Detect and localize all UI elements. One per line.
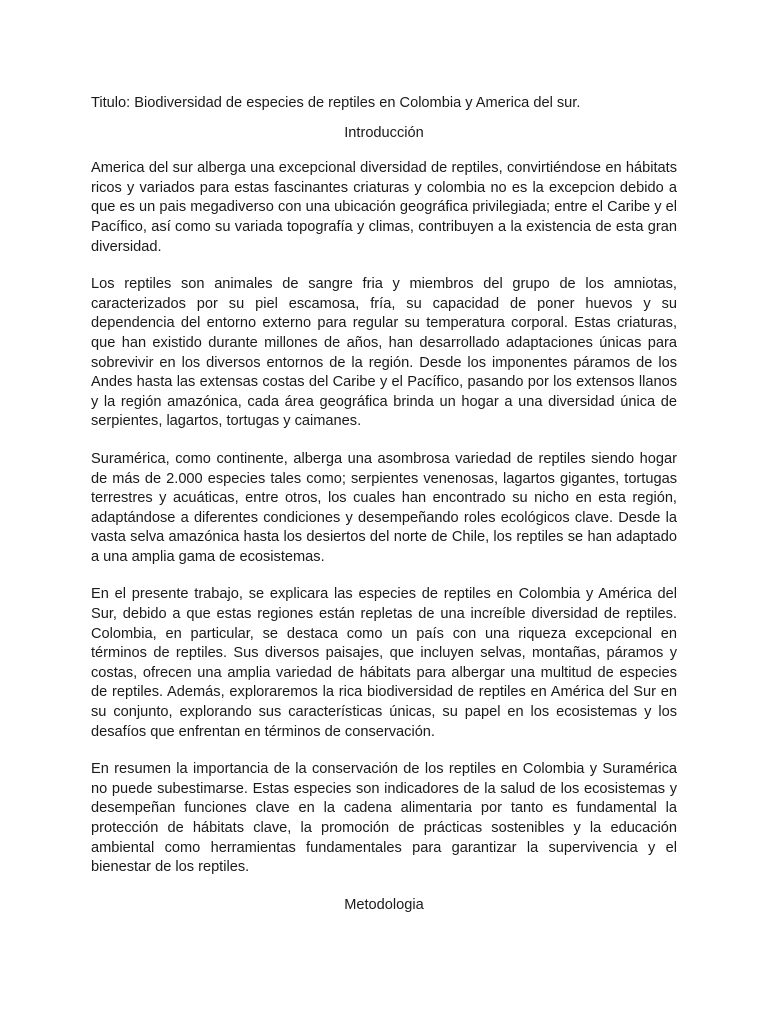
heading-introduccion: Introducción bbox=[344, 124, 424, 141]
heading-metodologia: Metodologia bbox=[344, 896, 424, 913]
paragraph-5: En resumen la importancia de la conservación de los reptiles en Colombia y Suramérica no puede subestimarse. Estas especies son indicadores de la salud de los ecosistemas y desempeñan funciones clave en la cadena alimentaria por tanto es fundamental la protección de hábitats clave, la promoción de prácticas sostenibles y la educación ambiental como herramientas fundamentales para garantizar la supervivencia y el bienestar de los reptiles. bbox=[91, 761, 677, 876]
paragraph-4: En el presente trabajo, se explicara las especies de reptiles en Colombia y América del Sur, debido a que estas regiones están repletas de una increíble diversidad de reptiles. Colombia, en particular, se destaca como un país con una riqueza excepcional en términos de reptiles. Sus diversos paisajes, que incluyen selvas, montañas, páramos y costas, ofrecen una amplia variedad de hábitats para albergar una multitud de especies de reptiles. Además, exploraremos la rica biodiversidad de reptiles en América del Sur en su conjunto, explorando sus características únicas, su papel en los ecosistemas y los desafíos que enfrentan en términos de conservación. bbox=[91, 586, 677, 740]
paragraph-3: Suramérica, como continente, alberga una asombrosa variedad de reptiles siendo hogar de más de 2.000 especies tales como; serpientes venenosas, lagartos gigantes, tortugas terrestres y acuáticas, entre otros, los cuales han encontrado su nicho en esta región, adaptándose a diferentes condiciones y desempeñando roles ecológicos clave. Desde la vasta selva amazónica hasta los desiertos del norte de Chile, los reptiles se han adaptado a una amplia gama de ecosistemas. bbox=[91, 450, 677, 565]
document-title-line: Titulo: Biodiversidad de especies de reptiles en Colombia y America del sur. bbox=[91, 95, 581, 111]
paragraph-1: America del sur alberga una excepcional diversidad de reptiles, convirtiéndose en hábitats ricos y variados para estas fascinantes criaturas y colombia no es la excepcion debido a que es un pais megadiverso con una ubicación geográfica privilegiada; entre el Caribe y el Pacífico, así como su variada topografía y climas, contribuyen a la existencia de esta gran diversidad. bbox=[91, 160, 677, 255]
paragraph-2: Los reptiles son animales de sangre fria y miembros del grupo de los amniotas, caracterizados por su piel escamosa, fría, su capacidad de poner huevos y su dependencia del entorno externo para regular su temperatura corporal. Estas criaturas, que han existido durante millones de años, han desarrollado adaptaciones únicas para sobrevivir en los diversos entornos de la región. Desde los imponentes páramos de los Andes hasta las extensas costas del Caribe y el Pacífico, pasando por los extensos llanos y la región amazónica, cada área geográfica brinda un hogar a una diversidad única de serpientes, lagartos, tortugas y caimanes. bbox=[91, 276, 677, 430]
